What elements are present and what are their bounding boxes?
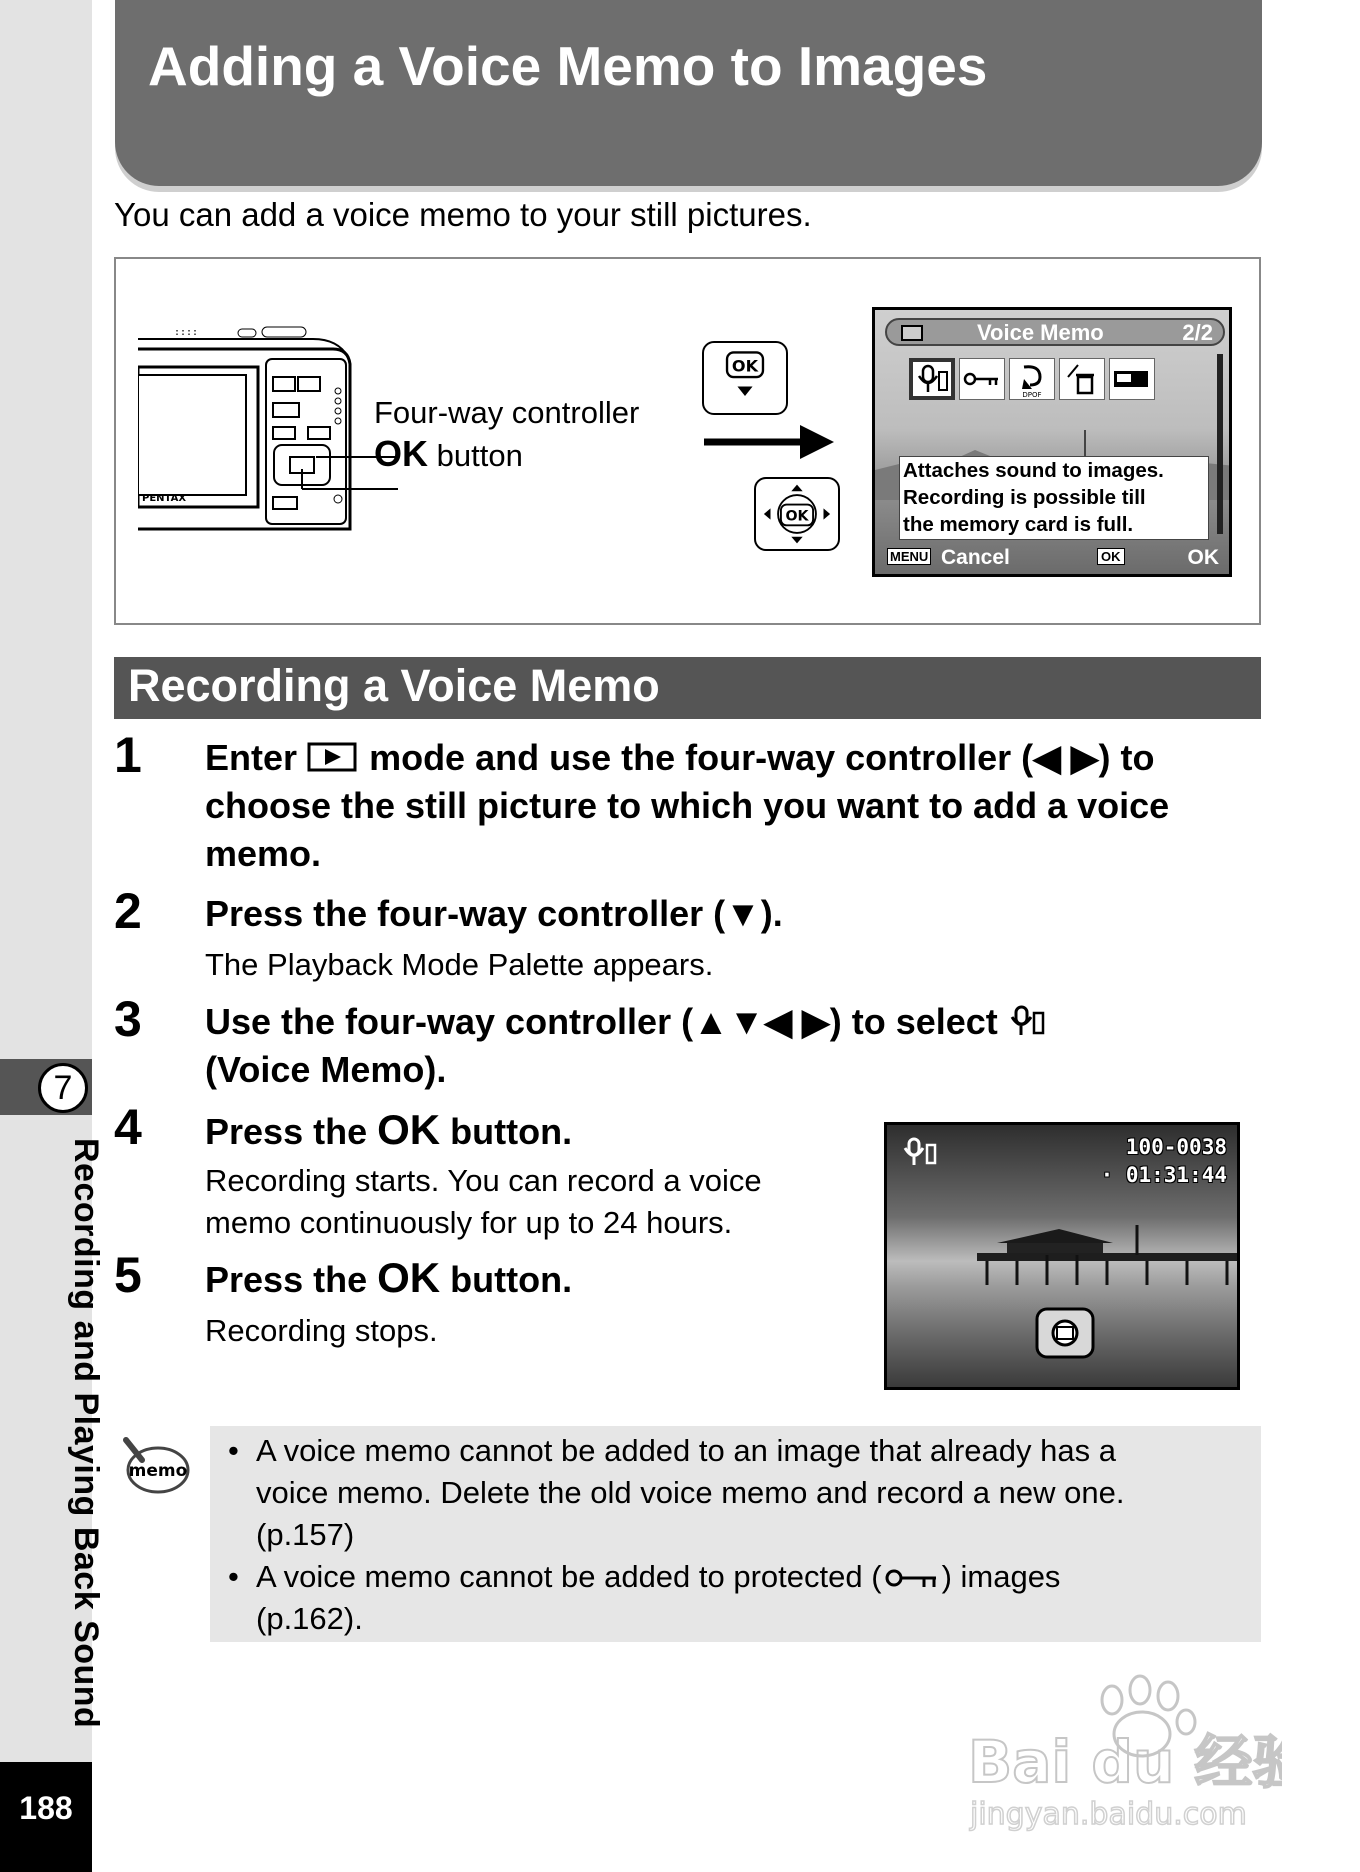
lcd-header [885,318,1225,346]
delete-icon[interactable] [1059,358,1105,400]
memo-text: A voice memo cannot be added to protected ( [256,1559,882,1594]
four-way-controller-icon [754,477,840,551]
four-way-label: Four-way controller [374,395,640,430]
step-text: mode and use the four-way controller ( [369,737,1034,778]
step-number: 5 [114,1247,142,1303]
memo-icon-label: memo [128,1461,188,1481]
button-label: button [436,438,523,473]
memo-text: ) images [941,1559,1061,1594]
playback-mode-icon [307,740,359,774]
lcd-description [899,456,1209,540]
dpof-text: DPOF [1022,391,1042,399]
page-title: Adding a Voice Memo to Images [148,35,988,97]
step-3-heading [205,998,1265,1094]
file-number: 100-0038 [1125,1135,1227,1159]
step-text: Press the [205,1259,368,1300]
memo-line: voice memo. Delete the old voice memo and record a new one. [256,1475,1125,1510]
lcd-page: 2/2 [1182,320,1213,345]
figure-box [114,257,1261,625]
chapter-title: Recording and Playing Back Sound [67,1138,105,1729]
baidu-watermark [962,1664,1282,1834]
page-number: 188 [19,1790,73,1826]
voice-memo-icon [1008,1004,1048,1038]
step-text: (Voice Memo). [205,1049,447,1090]
step-4-body [205,1160,762,1244]
protect-icon[interactable] [959,358,1005,400]
palette-icons [909,358,1195,404]
recording-screen-photo [884,1122,1240,1390]
right-arrow-icon [704,417,834,467]
lcd-cancel[interactable]: Cancel [941,546,1010,569]
ok-symbol: OK [377,1254,441,1301]
playback-icon [901,325,923,341]
ok-key-text: OK [731,356,759,376]
bullet: • [228,1433,239,1468]
step-5-heading [205,1254,845,1304]
ok-button-label [374,433,523,475]
lcd-screen [872,307,1232,577]
protect-icon [882,1565,942,1591]
step-text: button. [450,1111,573,1152]
chapter-number: 7 [38,1063,88,1113]
step-4-heading [205,1106,845,1156]
step-2-heading [205,890,1265,938]
step-body-line: memo continuously for up to 24 hours. [205,1205,733,1240]
menu-key: MENU [887,548,931,565]
arrow-symbols: ▲▼◀ ▶ [693,1001,830,1042]
step-text: button. [450,1259,573,1300]
memo-line: (p.162). [256,1601,363,1636]
lcd-scrollbar [1217,354,1223,534]
memo-list [226,1430,1246,1640]
ok-label: OK [374,433,428,474]
lcd-desc-line: the memory card is full. [903,513,1134,536]
ok-symbol: OK [377,1106,441,1153]
step-number: 4 [114,1099,142,1155]
bullet: • [228,1559,239,1594]
memo-line: A voice memo cannot be added to an image that already has a [256,1433,1116,1468]
memo-line: (p.157) [256,1517,355,1552]
lcd-desc-line: Attaches sound to images. [903,459,1164,482]
elapsed-time: · 01:31:44 [1100,1163,1227,1187]
intro-text: You can add a voice memo to your still pictures. [114,196,812,233]
watermark-text: Bai du 经验 [968,1728,1282,1796]
step-text: Press the four-way controller ( [205,893,726,934]
lcd-footer [883,546,1223,572]
memo-item [226,1556,1246,1640]
step-text: Use the four-way controller ( [205,1001,694,1042]
photo-info [1101,1133,1227,1189]
dpad-ok-text: OK [785,508,809,525]
step-text: Enter [205,737,298,778]
section-title: Recording a Voice Memo [128,660,660,711]
lcd-ok[interactable]: OK [1187,546,1219,569]
copy-card-icon[interactable] [1109,358,1155,400]
arrow-symbols: ▼ [725,893,761,934]
step-2-body: The Playback Mode Palette appears. [205,947,714,982]
watermark-url: jingyan.baidu.com [970,1797,1247,1832]
camera-brand: PENTAX [142,493,187,504]
step-text: ) to choose the still picture to which you want to add a voice memo. [205,737,1170,874]
step-1-heading [205,734,1265,878]
voice-memo-icon[interactable] [909,358,955,400]
svg-text:::::: :::: [174,327,199,338]
arrow-symbols: ◀ ▶ [1033,737,1099,778]
dpof-icon[interactable] [1009,358,1055,400]
step-text: Press the [205,1111,368,1152]
step-text: ) to select [829,1001,998,1042]
camera-illustration [138,319,398,539]
step-body-line: Recording starts. You can record a voice [205,1163,762,1198]
ok-button-icon [702,341,788,415]
memo-icon [118,1432,190,1496]
step-text: ). [760,893,783,934]
step-number: 2 [114,883,142,939]
step-number: 1 [114,727,142,783]
lcd-ok-key: OK [1097,548,1125,565]
memo-item [226,1430,1246,1556]
lcd-title: Voice Memo [977,320,1104,345]
memo-line [256,1556,1246,1598]
lcd-desc-line: Recording is possible till [903,486,1146,509]
step-number: 3 [114,991,142,1047]
step-5-body: Recording stops. [205,1313,438,1348]
